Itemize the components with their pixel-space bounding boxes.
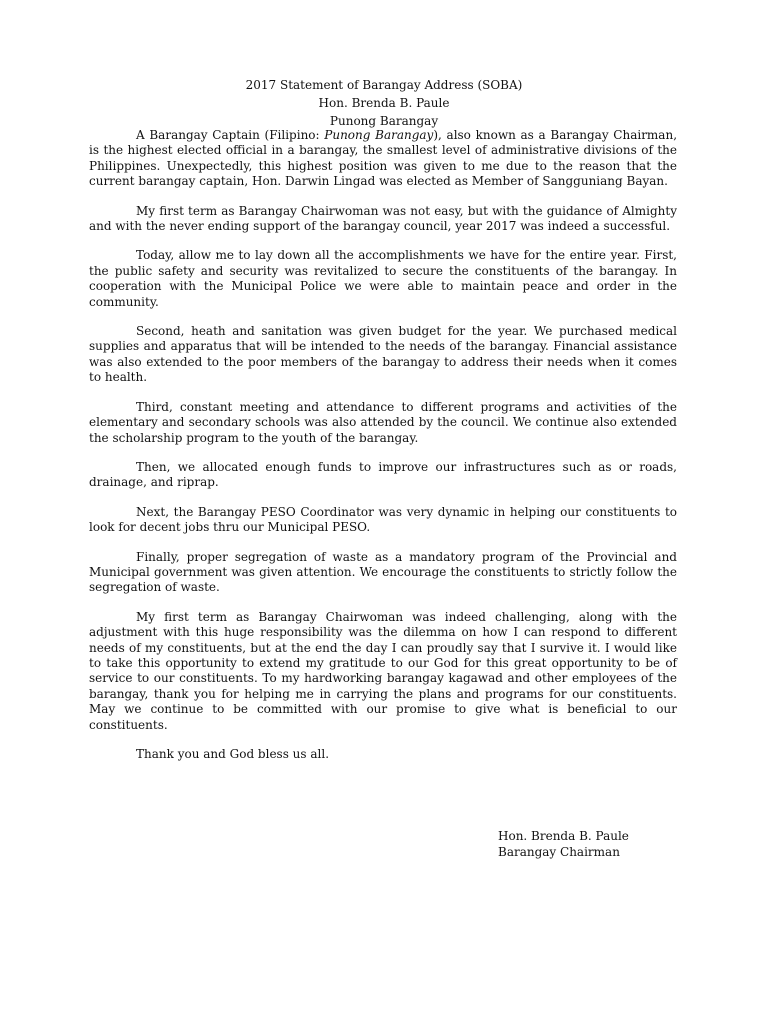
signature-block xyxy=(498,828,629,860)
author-position: Punong Barangay xyxy=(329,114,439,128)
author-name: Hon. Brenda B. Paule xyxy=(318,96,450,110)
intro-italic-term: Punong Barangay xyxy=(324,128,434,142)
intro-text-end: ), also known as a Barangay Chairman, is the highest elected official in a barangay, the smallest level of administrative divisions of the Philippines. Unexpectedly, this highest position was given to me due to the reason that the current barangay captain, Hon. Darwin Lingad was elected as Member of Sangguniang Bayan. xyxy=(89,128,678,189)
paragraph-closing: Thank you and God bless us all. xyxy=(136,747,330,761)
signature-title: Barangay Chairman xyxy=(498,845,620,859)
paragraph-infrastructure: Then, we allocated enough funds to improve our infrastructures such as or roads, drainage, and riprap. xyxy=(89,459,677,490)
paragraph-first-term: My first term as Barangay Chairwoman was not easy, but with the guidance of Almighty and with the never ending support of the barangay council, year 2017 was indeed a successful. xyxy=(89,203,677,234)
document-header xyxy=(0,76,768,130)
intro-paragraph xyxy=(89,128,677,190)
document-body xyxy=(89,128,677,776)
intro-text-start: A Barangay Captain (Filipino: xyxy=(136,128,325,142)
paragraph-gratitude: My first term as Barangay Chairwoman was indeed challenging, along with the adjustment with this huge responsibility was the dilemma on how I can respond to different needs of my constituents, but at the end the day I can proudly say that I survive it. I would like to take this opportunity to extend my gratitude to our God for this great opportunity to be of service to our constituents. To my hardworking barangay kagawad and other employees of the barangay, thank you for helping me in carrying the plans and programs for our constituents. May we continue to be committed with our promise to give what is beneficial to our constituents. xyxy=(89,609,677,732)
paragraph-waste: Finally, proper segregation of waste as a mandatory program of the Provincial and Municipal government was given attention. We encourage the constituents to strictly follow the segregation of waste. xyxy=(89,549,677,595)
paragraph-peso: Next, the Barangay PESO Coordinator was very dynamic in helping our constituents to look for decent jobs thru our Municipal PESO. xyxy=(89,504,677,535)
document-title: 2017 Statement of Barangay Address (SOBA) xyxy=(245,78,523,92)
paragraph-health: Second, heath and sanitation was given budget for the year. We purchased medical supplies and apparatus that will be intended to the needs of the barangay. Financial assistance was also extended to the poor members of the barangay to address their needs when it comes to health. xyxy=(89,324,677,385)
paragraph-public-safety: Today, allow me to lay down all the accomplishments we have for the entire year. First, the public safety and security was revitalized to secure the constituents of the barangay. In cooperation with the Municipal Police we were able to maintain peace and order in the community. xyxy=(89,248,677,309)
paragraph-education: Third, constant meeting and attendance to different programs and activities of the elementary and secondary schools was also attended by the council. We continue also extended the scholarship program to the youth of the barangay. xyxy=(89,399,677,445)
signature-name: Hon. Brenda B. Paule xyxy=(498,829,629,843)
